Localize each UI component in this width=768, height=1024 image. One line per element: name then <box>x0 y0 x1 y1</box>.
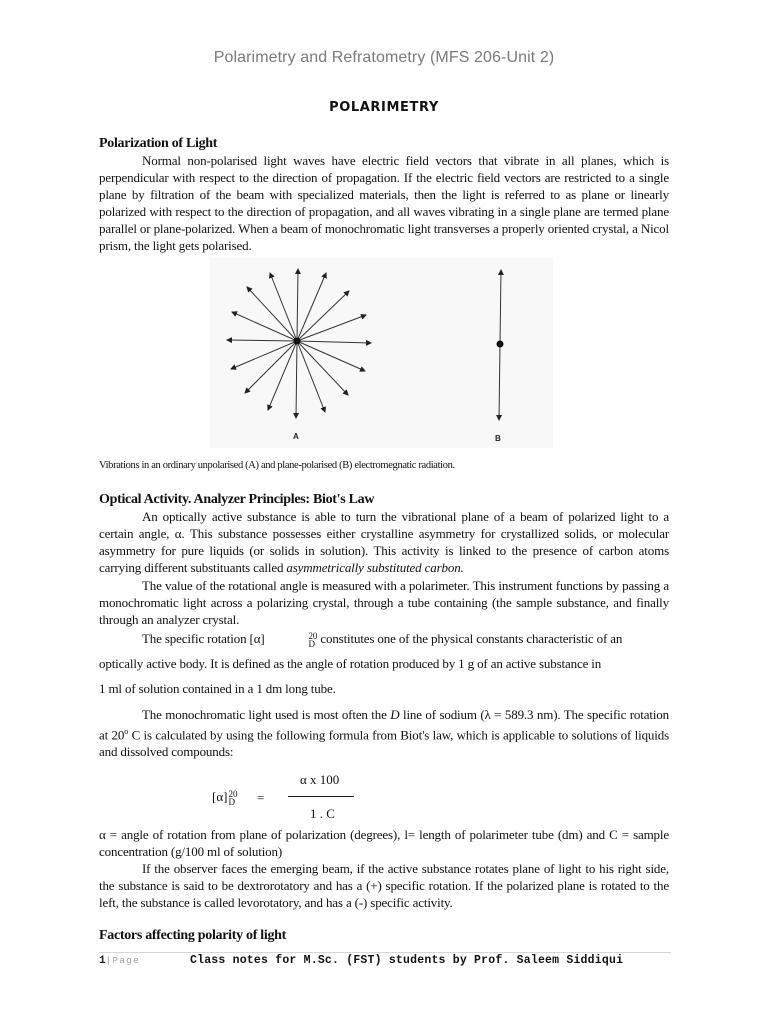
formula-numerator: α x 100 <box>300 772 340 787</box>
equals-sign: = <box>257 790 265 805</box>
section-heading-optical-activity: Optical Activity. Analyzer Principles: Biot's Law <box>99 492 375 507</box>
specific-rotation-line-1 <box>99 626 669 651</box>
text-span: line of sodium (λ = 589.3 nm). The specific rotation at 20 <box>99 707 669 743</box>
section-heading-factors: Factors affecting polarity of light <box>99 928 287 943</box>
paragraph-polarimeter: The value of the rotational angle is measured with a polarimeter. This instrument functions by passing a monochromatic light across a polarizing crystal, through a tube containing (the sample substance, and finally through an analyzer crystal. <box>99 578 669 627</box>
specific-rotation-line-3: 1 ml of solution contained in a 1 dm long tube. <box>99 681 336 696</box>
page-number: 1 <box>99 955 106 967</box>
specific-rotation-line-2: optically active body. It is defined as the angle of rotation produced by 1 g of an active substance in <box>99 656 602 671</box>
subscript: D <box>228 797 235 808</box>
paragraph-dextro-levo: If the observer faces the emerging beam, if the active substance rotates plane of light to his right side, the substance is said to be dextrorotatory and has a (+) specific rotation. If the polarized plane is rotated to the left, the substance is called levorotatory, and has a (-) specific activity. <box>99 861 669 910</box>
figure-label-a: A <box>293 432 299 441</box>
text-span: constitutes one of the physical constants characteristic of an <box>317 631 623 646</box>
degree-superscript: o <box>124 727 129 736</box>
paragraph-variables: α = angle of rotation from plane of polarization (degrees), l= length of polarimeter tube (dm) and C = sample concentration (g/100 ml of solution) <box>99 827 669 859</box>
footer-divider <box>99 952 671 953</box>
fraction-bar <box>288 796 354 797</box>
formula-lhs <box>212 789 237 806</box>
paragraph-optical-activity <box>99 508 669 576</box>
alpha-bracket: [α] <box>212 789 228 804</box>
text-span: C is calculated by using the following formula from Biot's law, which is applicable to solutions of liquids and dissolved compounds: <box>99 727 669 760</box>
polarization-figure <box>210 258 553 448</box>
page-footer <box>99 954 671 967</box>
italic-term: asymmetrically substituted carbon. <box>286 560 464 575</box>
page-label: |Page <box>105 956 141 966</box>
footer-notes: Class notes for M.Sc. (FST) students by Prof. Saleem Siddiqui <box>190 954 624 967</box>
sup-sub <box>266 632 318 648</box>
superscript: 20 <box>308 631 318 642</box>
sup-sub <box>228 790 237 806</box>
paragraph-text: An optically active substance is able to turn the vibrational plane of a beam of polarized light to a certain angle, α. This substance possesses either crystalline asymmetry for crystallized solids, or molecular asymmetry for pure liquids (or solids in solution). This activity is linked to the presence of carbon atoms carrying different substituants called <box>99 509 669 575</box>
figure-label-b: B <box>495 434 501 443</box>
paragraph-specific-rotation <box>99 626 669 701</box>
superscript: 20 <box>228 789 238 800</box>
text-span: The monochromatic light used is most often the <box>142 707 391 722</box>
formula-denominator: 1 . C <box>310 806 335 821</box>
text-span: The specific rotation [α] <box>142 631 265 646</box>
vibration-diagram <box>210 258 553 448</box>
subscript: D <box>308 639 315 650</box>
italic-d: D <box>390 707 400 722</box>
running-header: Polarimetry and Refratometry (MFS 206-Unit 2) <box>213 49 555 66</box>
paragraph-polarization: Normal non-polarised light waves have electric field vectors that vibrate in all planes, which is perpendicular with respect to the direction of propagation. If the electric field vectors are restricted to a single plane by filtration of the beam with specialized materials, then the light is referred to as plane or linearly polarized with respect to the direction of propagation, and all waves vibrating in a single plane are termed plane parallel or plane-polarized. When a beam of monochromatic light transverses a properly oriented crystal, a Nicol prism, the light gets polarised. <box>99 153 669 253</box>
paragraph-sodium-line <box>99 706 669 760</box>
figure-caption: Vibrations in an ordinary unpolarised (A) and plane-polarised (B) electromegnatic radiation. <box>99 460 455 471</box>
biot-formula <box>212 770 362 830</box>
page-title: POLARIMETRY <box>329 100 439 115</box>
section-heading-polarization: Polarization of Light <box>99 136 218 151</box>
